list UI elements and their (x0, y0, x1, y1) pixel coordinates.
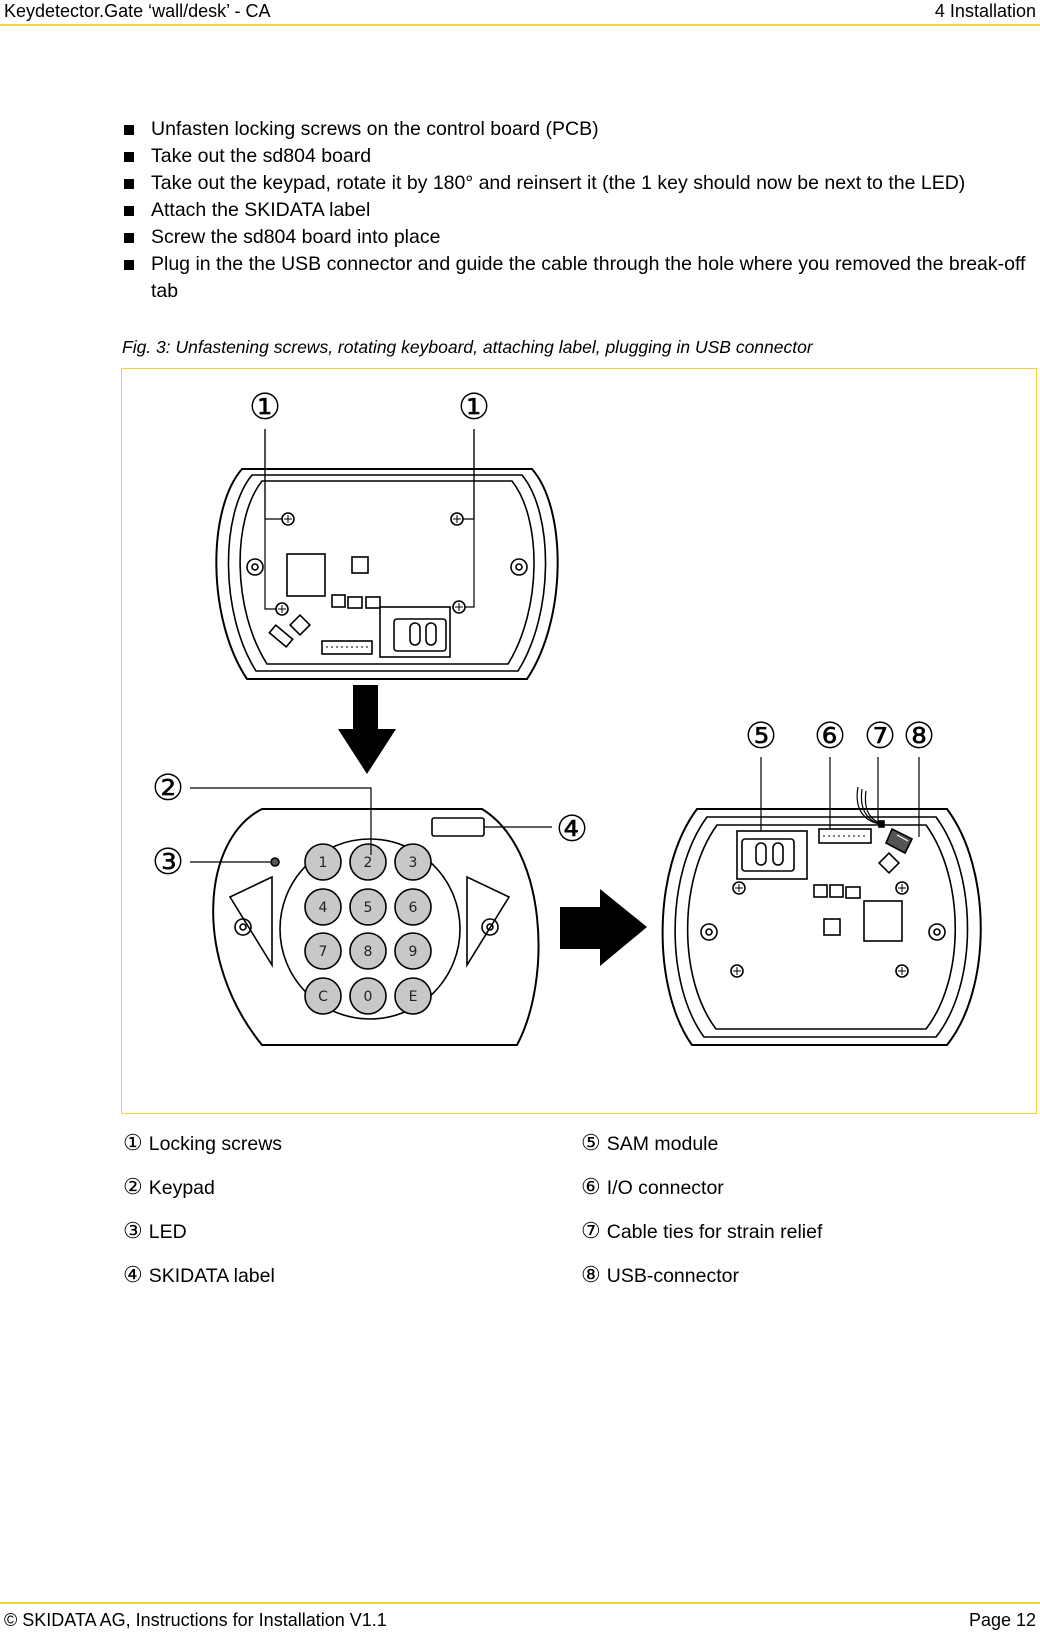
callout-5: ⑤ (744, 716, 778, 757)
keypad-key: 8 (363, 944, 373, 960)
legend-label: SAM module (606, 1133, 719, 1155)
legend-number: ④ (123, 1262, 143, 1287)
header-document-title: Keydetector.Gate ‘wall/desk’ - CA (4, 1, 271, 21)
keypad-key: 5 (363, 900, 373, 916)
keypad-key: 9 (408, 944, 418, 960)
instruction-step: Unfasten locking screws on the control board (PCB) (118, 116, 1028, 143)
keypad-key: E (408, 989, 418, 1005)
callout-1: ① (457, 387, 491, 428)
instruction-step: Take out the sd804 board (118, 143, 1028, 170)
callout-6: ⑥ (813, 716, 847, 757)
callout-8: ⑧ (902, 716, 936, 757)
legend-number: ⑧ (581, 1262, 601, 1287)
figure-caption: Fig. 3: Unfastening screws, rotating keyboard, attaching label, plugging in USB connector (122, 337, 813, 357)
keypad-key: 7 (318, 944, 328, 960)
legend-item (581, 1262, 739, 1288)
header-chapter: 4 Installation (934, 1, 1036, 21)
keypad-key: 0 (363, 989, 373, 1005)
page-footer (0, 1602, 1040, 1633)
legend-label: Keypad (148, 1177, 215, 1199)
instruction-step: Attach the SKIDATA label (118, 197, 1028, 224)
instruction-step: Take out the keypad, rotate it by 180° and reinsert it (the 1 key should now be next to the LED) (118, 170, 1028, 197)
legend-item (581, 1130, 718, 1156)
legend-label: Cable ties for strain relief (606, 1221, 823, 1243)
legend-label: Locking screws (148, 1133, 283, 1155)
legend-number: ① (123, 1130, 143, 1155)
callout-1: ① (248, 387, 282, 428)
legend-number: ⑤ (581, 1130, 601, 1155)
right-arrow (560, 889, 647, 966)
page-header (0, 0, 1040, 26)
instruction-list (118, 116, 1028, 305)
callout-7: ⑦ (863, 716, 897, 757)
installation-figure (121, 368, 1037, 1114)
legend-number: ③ (123, 1218, 143, 1243)
legend-number: ② (123, 1174, 143, 1199)
callout-3: ③ (151, 842, 185, 883)
keypad-key: 1 (318, 855, 328, 871)
keypad-key: 2 (363, 855, 373, 871)
legend-item (123, 1262, 275, 1288)
legend-number: ⑦ (581, 1218, 601, 1243)
keypad-housing (213, 809, 538, 1045)
installation-diagram (122, 369, 1036, 1113)
legend-label: LED (148, 1221, 187, 1243)
legend-label: I/O connector (606, 1177, 724, 1199)
pcb-housing-rotated (663, 787, 981, 1045)
footer-copyright: © SKIDATA AG, Instructions for Installation V1.1 (4, 1610, 387, 1630)
keypad-key: 4 (318, 900, 328, 916)
keypad-key: 6 (408, 900, 418, 916)
legend-item (123, 1218, 187, 1244)
legend-item (581, 1218, 822, 1244)
legend-label: USB-connector (606, 1265, 739, 1287)
down-arrow (338, 685, 396, 774)
instruction-step: Screw the sd804 board into place (118, 224, 1028, 251)
keypad-key: C (318, 989, 328, 1005)
legend-number: ⑥ (581, 1174, 601, 1199)
legend-label: SKIDATA label (148, 1265, 275, 1287)
keypad-key: 3 (408, 855, 418, 871)
callout-4: ④ (555, 809, 589, 850)
callout-2: ② (151, 768, 185, 809)
legend-item (123, 1130, 282, 1156)
instruction-step: Plug in the the USB connector and guide the cable through the hole where you removed the break-off tab (118, 251, 1028, 305)
pcb-housing-top (216, 469, 557, 679)
legend-item (581, 1174, 724, 1200)
legend-item (123, 1174, 215, 1200)
page-number: Page 12 (968, 1610, 1036, 1630)
